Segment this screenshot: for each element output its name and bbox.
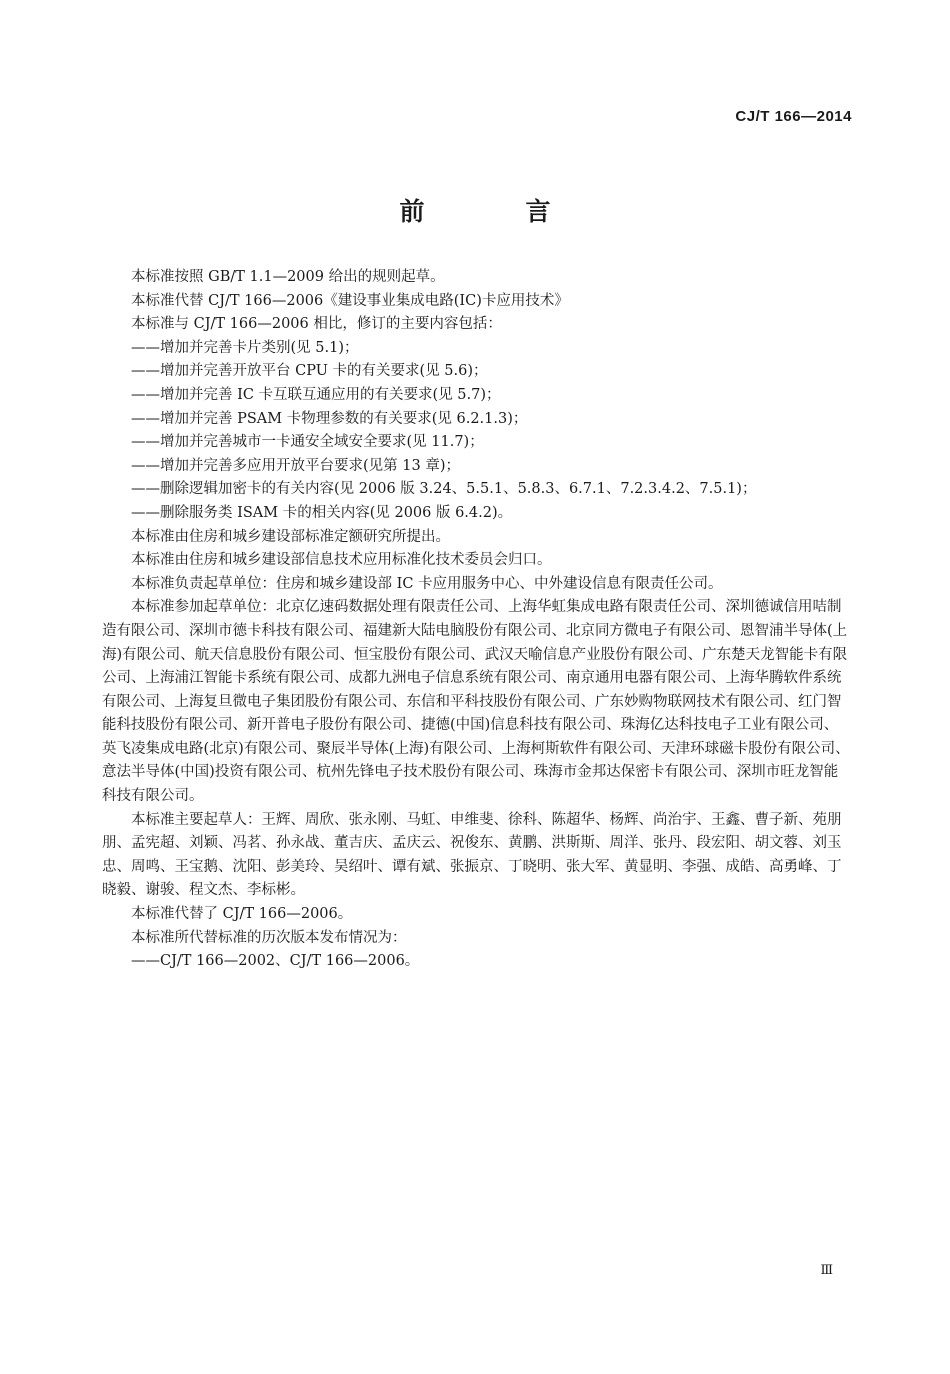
change-item: ——增加并完善多应用开放平台要求(见第 13 章)； — [131, 457, 460, 474]
change-item: ——删除逻辑加密卡的有关内容(见 2006 版 3.24、5.5.1、5.8.3、6.7.1、7.2.3.4.2、7.5.1)； — [131, 481, 757, 498]
document-body — [102, 266, 852, 974]
change-item: ——增加并完善卡片类别(见 5.1)； — [131, 339, 359, 356]
change-item: ——增加并完善开放平台 CPU 卡的有关要求(见 5.6)； — [131, 363, 488, 380]
paragraph-main-drafters: 本标准主要起草人：王辉、周欣、张永刚、马虹、申维斐、徐科、陈超华、杨辉、尚治宇、王鑫、曹子新、苑朋朋、孟宪超、刘颖、冯茗、孙永战、董吉庆、孟庆云、祝俊东、黄鹏、洪斯斯、周洋、张丹、段宏阳、胡文蓉、刘玉忠、周鸣、王宝鹅、沈阳、彭美玲、吴绍叶、谭有斌、张振京、丁晓明、张大军、黄显明、李强、成皓、高勇峰、丁晓毅、谢骏、程文杰、李标彬。 — [102, 811, 842, 899]
paragraph-history-intro: 本标准所代替标准的历次版本发布情况为： — [131, 929, 407, 946]
change-item: ——增加并完善 IC 卡互联互通应用的有关要求(见 5.7)； — [131, 386, 501, 403]
change-item: ——增加并完善城市一卡通安全域安全要求(见 11.7)； — [131, 434, 484, 451]
paragraph-replaces: 本标准代替 CJ/T 166—2006《建设事业集成电路(IC)卡应用技术》 — [131, 292, 569, 309]
paragraph-replaced-standard: 本标准代替了 CJ/T 166—2006。 — [131, 906, 353, 923]
paragraph-drafting-rules: 本标准按照 GB/T 1.1—2009 给出的规则起草。 — [131, 269, 445, 285]
paragraph-proposer: 本标准由住房和城乡建设部标准定额研究所提出。 — [131, 528, 450, 545]
history-item: ——CJ/T 166—2002、CJ/T 166—2006。 — [131, 953, 420, 970]
change-item: ——增加并完善 PSAM 卡物理参数的有关要求(见 6.2.1.3)； — [131, 410, 528, 427]
paragraph-participating-drafters: 本标准参加起草单位：北京亿速码数据处理有限责任公司、上海华虹集成电路有限责任公司、深圳德诚信用咭制造有限公司、深圳市德卡科技有限公司、福建新大陆电脑股份有限公司、北京同方微电子有限公司、恩智浦半导体(上海)有限公司、航天信息股份有限公司、恒宝股份有限公司、武汉天喻信息产业股份有限公司、广东楚天龙智能卡有限公司、上海浦江智能卡系统有限公司、成都九洲电子信息系统有限公司、南京通用电器有限公司、上海华腾软件系统有限公司、上海复旦微电子集团股份有限公司、东信和平科技股份有限公司、广东妙购物联网技术有限公司、红门智能科技股份有限公司、新开普电子股份有限公司、捷德(中国)信息科技有限公司、珠海亿达科技电子工业有限公司、英飞凌集成电路(北京)有限公司、聚辰半导体(上海)有限公司、上海柯斯软件有限公司、天津环球磁卡股份有限公司、意法半导体(中国)投资有限公司、杭州先锋电子技术股份有限公司、珠海市金邦达保密卡有限公司、深圳市旺龙智能科技有限公司。 — [102, 599, 850, 805]
page-title: 前 言 — [399, 197, 589, 226]
paragraph-changes-intro: 本标准与 CJ/T 166—2006 相比，修订的主要内容包括： — [131, 316, 502, 333]
change-item: ——删除服务类 ISAM 卡的相关内容(见 2006 版 6.4.2)。 — [131, 504, 513, 521]
page-number: Ⅲ — [820, 1263, 833, 1278]
document-code: CJ/T 166—2014 — [735, 108, 852, 125]
paragraph-committee: 本标准由住房和城乡建设部信息技术应用标准化技术委员会归口。 — [131, 552, 552, 569]
paragraph-lead-drafters: 本标准负责起草单位：住房和城乡建设部 IC 卡应用服务中心、中外建设信息有限责任公司。 — [131, 575, 723, 592]
